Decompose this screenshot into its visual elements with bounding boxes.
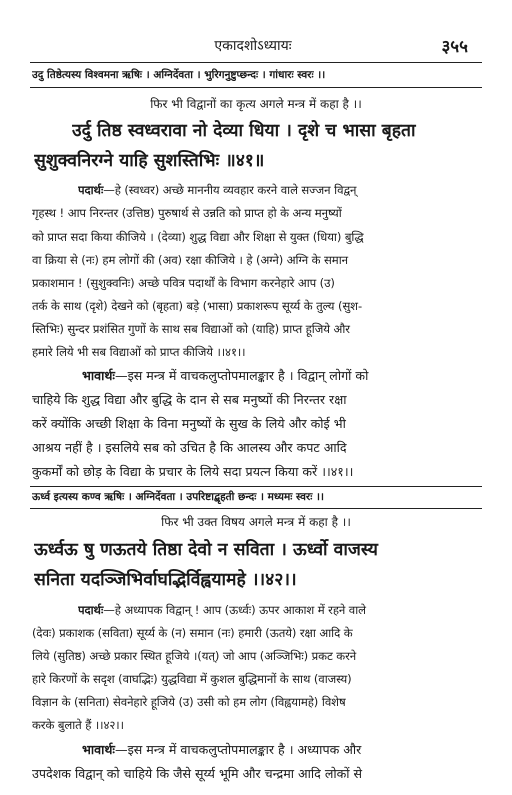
section-rule xyxy=(30,486,482,487)
meta-rule-42 xyxy=(30,508,482,509)
bhavartha-41-line: करें क्योंकि अच्छी शिक्षा के विना मनुष्यों के सुख के लिये और कोई भी xyxy=(32,416,346,431)
mantra-42-verse-line-2: सनिता यदञ्जिभिर्वाघद्भिर्विह्वयामहे ।।४२।। xyxy=(34,570,297,590)
padartha-41-line: हमारे लिये भी सब विद्याओं को प्राप्त कीजिये ।।४१।। xyxy=(32,345,246,359)
padartha-label: पदार्थः xyxy=(78,183,104,197)
bhavartha-label: भावार्थः xyxy=(82,368,115,383)
bhavartha-41-line xyxy=(82,367,482,384)
bhavartha-text: —इस मन्त्र में वाचकलुप्तोपमालङ्कार है । अध्यापक और xyxy=(114,742,362,757)
bhavartha-label: भावार्थः xyxy=(82,742,115,757)
mantra-41-verse-line-2: सुशुक्वनिरग्ने याहि सुशस्तिभिः ॥४१॥ xyxy=(34,151,265,171)
padartha-42-line: हारे किरणों के सदृश (वाघद्भिः) युद्धविद्या में कुशल बुद्धिमानों के साथ (वाजस्य) xyxy=(32,672,352,686)
padartha-text: —हे अध्यापक विद्वान् ! आप (ऊर्ध्वः) ऊपर आकाश में रहने वाले xyxy=(103,603,366,617)
bhavartha-41-line: आश्रय नहीं है । इसलिये सब को उचित है कि आलस्य और कपट आदि xyxy=(32,440,347,455)
padartha-42-line: विज्ञान के (सनिता) सेवनेहारे हूजिये (उ) उसी को हम लोग (विह्वयामहे) विशेष xyxy=(32,695,346,709)
padartha-41-line: स्तिभिः) सुन्दर प्रशंसित गुणों के साथ सब विद्याओं को (याहि) प्राप्त हूजिये और xyxy=(32,322,350,336)
padartha-42-line: करके बुलाते हैं ।।४२।। xyxy=(32,718,124,732)
header-rule xyxy=(30,62,482,63)
mantra-41-verse-line-1: उर्दु तिष्ठ स्वध्वरावा नो देव्या धिया । दृशे च भासा बृहता xyxy=(72,121,416,141)
padartha-42-line xyxy=(78,603,482,618)
bhavartha-41-line: चाहिये कि शुद्ध विद्या और बुद्धि के दान से सब मनुष्यों की निरन्तर रक्षा xyxy=(32,392,347,407)
mantra-42-meta: ऊर्ध्व इत्यस्य कण्व ऋषिः । अग्निर्देवता । उपरिष्टाद्बृहती छन्दः । मध्यमः स्वरः ।। xyxy=(32,491,324,503)
padartha-42-line: (देवः) प्रकाशक (सविता) सूर्य्य के (न) समान (नः) हमारी (ऊतये) रक्षा आदि के xyxy=(32,626,353,640)
mantra-42-verse-line-1: ऊर्ध्वऊ षु णऊतये तिष्ठा देवो न सविता । ऊर्ध्वो वाजस्य xyxy=(34,540,378,560)
page-header xyxy=(30,36,476,58)
bhavartha-41-line: कुकर्मों को छोड़ के विद्या के प्रचार के लिये सदा प्रयत्न किया करें ।।४१।। xyxy=(32,464,354,479)
padartha-42-line: लिये (सुतिष्ठ) अच्छे प्रकार स्थित हूजिये ।(यत्) जो आप (अञ्जिभिः) प्रकट करने xyxy=(32,649,357,663)
padartha-text: —हे (स्वध्वर) अच्छे माननीय व्यवहार करने वाले सज्जन विद्वन् xyxy=(103,183,357,197)
padartha-41-line: प्रकाशमान ! (सुशुक्वनिः) अच्छे पवित्र पदार्थों के विभाग करनेहारे आप (उ) xyxy=(32,276,335,290)
bhavartha-42-line xyxy=(82,741,482,758)
bhavartha-42-line: उपदेशक विद्वान् को चाहिये कि जैसे सूर्य्य भूमि और चन्द्रमा आदि लोकों से xyxy=(32,766,363,781)
mantra-41-meta: उदु तिष्ठेत्यस्य विश्वमना ऋषिः । अग्निर्देवता । भुरिगनुष्टुप्छन्दः । गांधारः स्वरः ।। xyxy=(32,69,326,81)
mantra-41-intro: फिर भी विद्वानों का कृत्य अगले मन्त्र में कहा है ।। xyxy=(150,97,362,111)
meta-rule-41 xyxy=(30,87,482,88)
padartha-41-line: तर्क के साथ (दृशे) देखने को (बृहता) बड़े (भासा) प्रकाशरूप सूर्य्य के तुल्य (सुश- xyxy=(32,299,363,313)
padartha-41-line xyxy=(78,183,482,198)
padartha-41-line: को प्राप्त सदा किया कीजिये । (देव्या) शुद्ध विद्या और शिक्षा से युक्त (धिया) बुद्धि xyxy=(32,230,364,244)
page-number: ३५५ xyxy=(441,37,468,57)
bhavartha-text: —इस मन्त्र में वाचकलुप्तोपमालङ्कार है । विद्वान् लोगों को xyxy=(114,368,369,383)
padartha-41-line: वा क्रिया से (नः) हम लोगों की (अव) रक्षा कीजिये । हे (अग्ने) अग्नि के समान xyxy=(32,253,348,267)
padartha-41-line: गृहस्थ ! आप निरन्तर (उत्तिष्ठ) पुरुषार्थ से उन्नति को प्राप्त हो के अन्य मनुष्यों xyxy=(32,206,342,220)
chapter-title: एकादशोऽध्यायः xyxy=(214,38,292,54)
padartha-label: पदार्थः xyxy=(78,603,104,617)
mantra-42-intro: फिर भी उक्त विषय अगले मन्त्र में कहा है ।। xyxy=(161,515,351,529)
